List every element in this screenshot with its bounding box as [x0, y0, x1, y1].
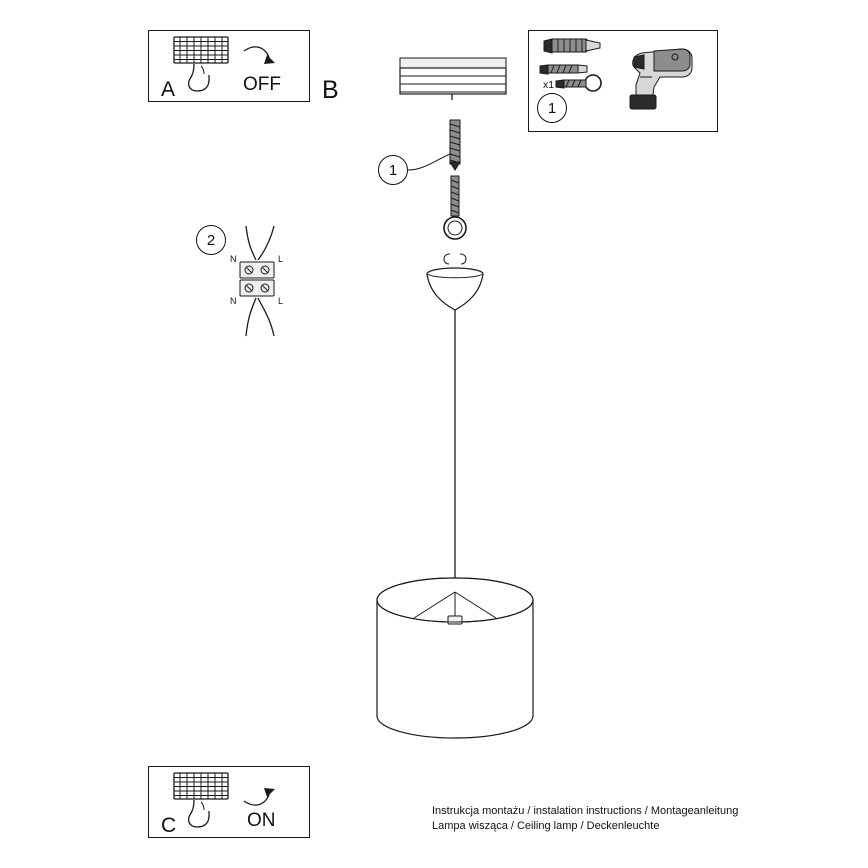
step-a-state: OFF [243, 74, 281, 95]
screw-icon [540, 65, 587, 74]
eye-hook-screw-assembly [432, 118, 480, 248]
footer-line-1: Instrukcja montażu / instalation instructions / Montageanleitung [432, 805, 739, 817]
hardware-quantity: x1 [543, 79, 555, 91]
step-c-state: ON [247, 810, 276, 831]
cable-hook [444, 254, 466, 264]
power-drill-icon [630, 49, 692, 109]
hardware-icons [534, 33, 716, 129]
ceiling-bracket-icon [398, 56, 508, 126]
hook-step-number: 1 [378, 155, 408, 185]
eye-hook-screw-icon [556, 75, 601, 91]
terminal-label-n-bottom: N [230, 296, 237, 306]
drum-shade [377, 578, 533, 738]
step-a-letter: A [161, 78, 176, 101]
terminal-label-n-top: N [230, 254, 237, 264]
hardware-step-number: 1 [537, 93, 567, 123]
hand-switch-on-icon [170, 769, 290, 835]
screw-thread-lower [451, 176, 459, 216]
pendant-lamp-assembly [352, 246, 542, 756]
wiring-step-number: 2 [196, 225, 226, 255]
wall-plug-icon [544, 39, 600, 53]
eye-ring [444, 217, 466, 239]
step-c-letter: C [161, 814, 177, 837]
terminal-label-l-bottom: L [278, 296, 284, 306]
terminal-label-l-top: L [278, 254, 284, 264]
hand-switch-off-icon [170, 33, 290, 99]
screw-thread-upper [450, 120, 460, 170]
step-b-letter: B [322, 76, 340, 104]
footer-line-2: Lampa wisząca / Ceiling lamp / Deckenleuchte [432, 820, 660, 832]
terminal-block-icon [222, 222, 292, 342]
canopy-cone [427, 268, 483, 310]
